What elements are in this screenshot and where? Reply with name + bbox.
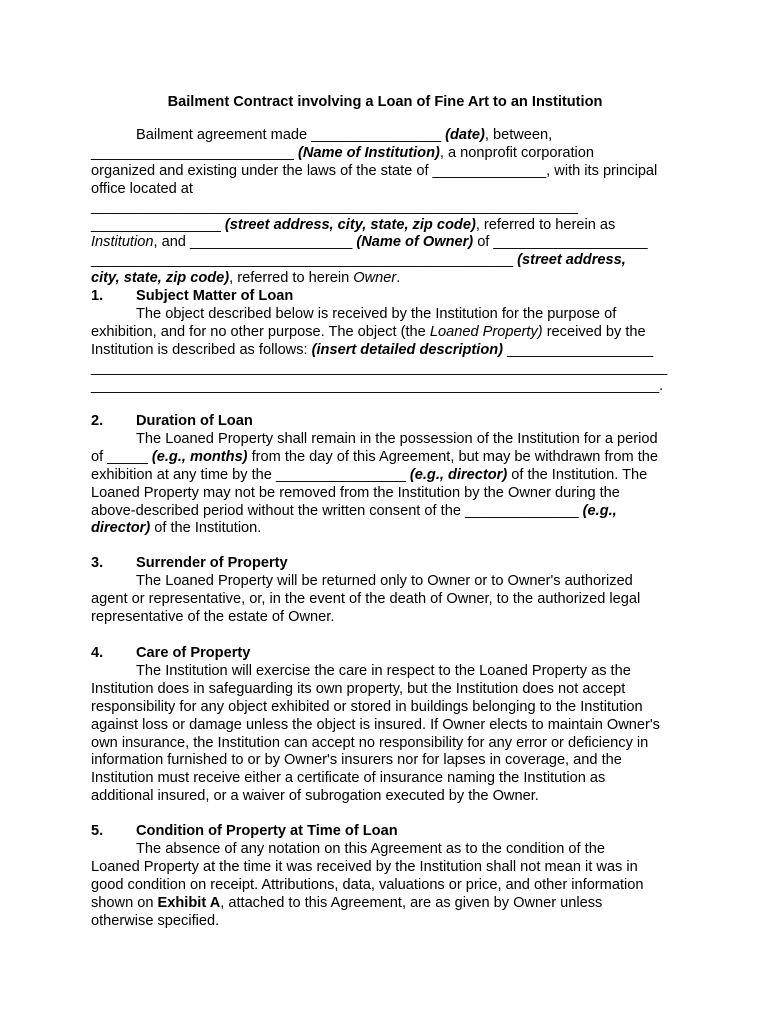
section-line: own insurance, the Institution can accept no responsibility for any error or deficiency in bbox=[91, 734, 649, 751]
section-heading: 1. Subject Matter of Loan bbox=[91, 288, 294, 304]
intro-line: city, state, zip code), referred to herein Owner. bbox=[91, 270, 401, 287]
section-line: exhibition at any time by the ________________ (e.g., director) of the Institution. The bbox=[91, 466, 648, 483]
section-line: The Loaned Property will be returned only to Owner or to Owner's authorized bbox=[136, 572, 633, 589]
section-line: The object described below is received by the Institution for the purpose of bbox=[136, 305, 617, 322]
section-line: director) of the Institution. bbox=[91, 520, 262, 537]
section-heading: 3. Surrender of Property bbox=[91, 555, 288, 571]
intro-line: ____________________________________________________ (street address, bbox=[91, 252, 626, 269]
section-line: The Loaned Property shall remain in the possession of the Institution for a period bbox=[136, 430, 658, 447]
section-care bbox=[91, 645, 683, 806]
section-line: information furnished to or by Owner's insurers nor for lapses in coverage, and the bbox=[91, 752, 622, 769]
intro-line: organized and existing under the laws of the state of ______________, with its principal bbox=[91, 162, 658, 179]
section-line: ______________________________________________________________________. bbox=[91, 377, 664, 394]
section-condition bbox=[91, 823, 683, 930]
section-line: The absence of any notation on this Agreement as to the condition of the bbox=[136, 840, 605, 857]
section-heading: 2. Duration of Loan bbox=[91, 413, 253, 429]
section-line: The Institution will exercise the care in respect to the Loaned Property as the bbox=[136, 662, 631, 679]
section-line: Loaned Property at the time it was received by the Institution shall not mean it was in bbox=[91, 858, 638, 875]
section-subject-matter bbox=[91, 288, 683, 395]
intro-line: office located at ____________________________________________________________ bbox=[91, 180, 578, 215]
section-line: Loaned Property may not be removed from the Institution by the Owner during the bbox=[91, 484, 620, 501]
section-line: agent or representative, or, in the event of the death of Owner, to the authorized legal bbox=[91, 590, 641, 607]
section-line: _______________________________________________________________________ bbox=[91, 359, 668, 376]
intro-line: _________________________ (Name of Institution), a nonprofit corporation bbox=[91, 144, 594, 161]
intro-line: ________________ (street address, city, state, zip code), referred to herein as bbox=[91, 216, 616, 233]
intro-line: Bailment agreement made ________________ (date), between, bbox=[136, 127, 553, 143]
section-line: good condition on receipt. Attributions, data, valuations or price, and other information bbox=[91, 876, 644, 893]
section-duration bbox=[91, 413, 683, 538]
section-line: Institution does in safeguarding its own property, but the Institution does not accept bbox=[91, 680, 626, 697]
section-line: shown on Exhibit A, attached to this Agreement, are as given by Owner unless bbox=[91, 894, 603, 911]
section-line: responsibility for any object exhibited or stored in buildings belonging to the Institution bbox=[91, 698, 643, 715]
section-line: representative of the estate of Owner. bbox=[91, 608, 335, 625]
section-line: exhibition, and for no other purpose. The object (the Loaned Property) received by the bbox=[91, 323, 646, 340]
section-heading: 4. Care of Property bbox=[91, 645, 251, 661]
section-line: above-described period without the written consent of the ______________ (e.g., bbox=[91, 502, 617, 519]
section-line: additional insured, or a waiver of subrogation executed by the Owner. bbox=[91, 788, 539, 805]
section-surrender bbox=[91, 555, 683, 627]
intro-line: Institution, and ____________________ (Name of Owner) of ___________________ bbox=[91, 234, 648, 251]
intro-paragraph bbox=[91, 127, 683, 288]
section-line: Institution must receive either a certificate of insurance naming the Institution as bbox=[91, 770, 606, 787]
document-title: Bailment Contract involving a Loan of Fine Art to an Institution bbox=[167, 94, 603, 110]
section-line: otherwise specified. bbox=[91, 912, 220, 929]
section-line: of _____ (e.g., months) from the day of this Agreement, but may be withdrawn from the bbox=[91, 448, 658, 465]
section-heading: 5. Condition of Property at Time of Loan bbox=[91, 823, 398, 839]
section-line: against loss or damage unless the object is insured. If Owner elects to maintain Owner's bbox=[91, 716, 660, 733]
section-line: Institution is described as follows: (insert detailed description) __________________ bbox=[91, 341, 654, 358]
